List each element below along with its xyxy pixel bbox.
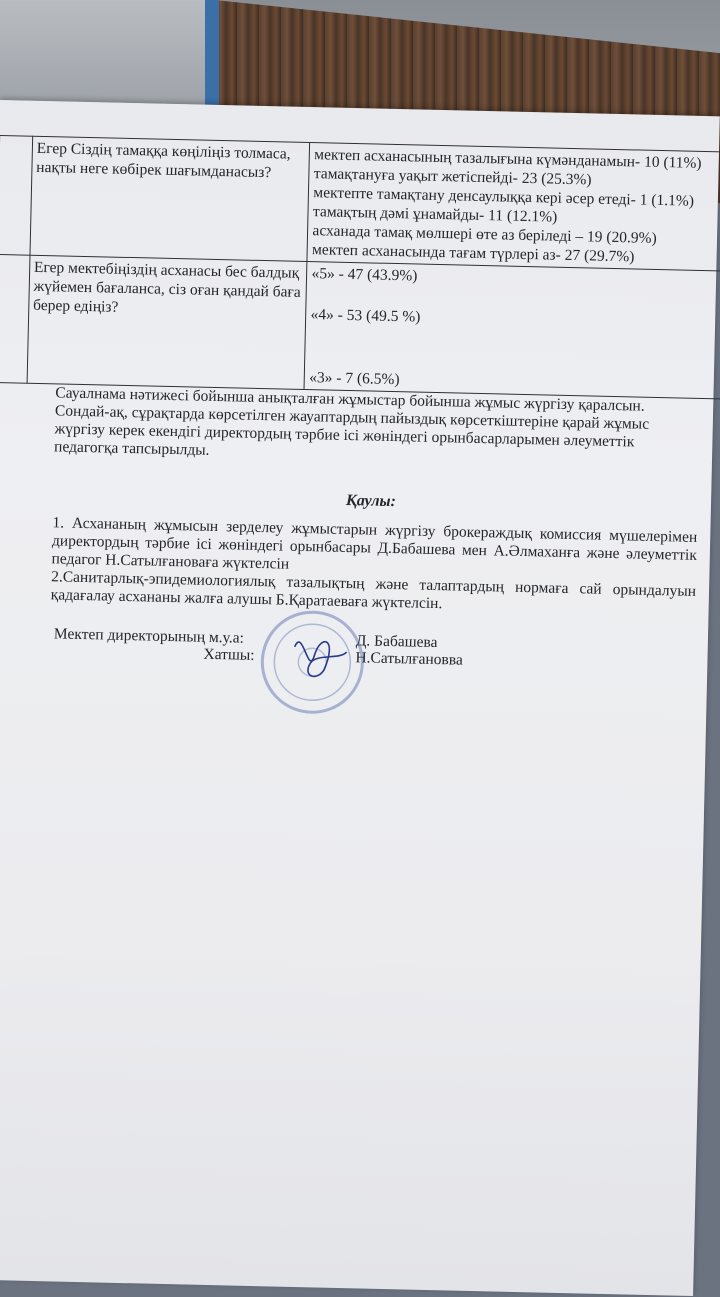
background-binder: [0, 0, 215, 115]
decision-heading: Қаулы:: [345, 491, 397, 511]
answer-line: мектепте тамақтану денсаулыққа кері әсер етеді- 1 (1.1%): [313, 184, 695, 210]
table-row: [0, 136, 720, 272]
decision-item: 1. Асхананың жұмысын зерделеу жұмыстарын жүргізу брокераждық комиссия мүшелерімен директордың тәрбие ісі жөніндегі орынбасары Д.Бабашева мен А.Әлмаханға және әлеуметтік педагог Н.Сатылғановаға жүктелсін: [51, 514, 698, 573]
question-cell: [30, 136, 310, 261]
table-cell-blank: [0, 136, 32, 256]
answer-line: «3» - 7 (6.5%): [309, 369, 400, 389]
answer-line: «4» - 53 (49.5 %): [310, 306, 421, 326]
answer-line: тамақтың дәмі ұнамайды- 11 (12.1%): [312, 203, 558, 226]
decision-list: [51, 514, 698, 619]
survey-table: [0, 135, 720, 400]
question-cell: [27, 255, 307, 389]
answer-line: тамақтануға уақыт жетіспейді- 23 (25.3%): [313, 165, 592, 189]
answers-cell: [304, 262, 720, 400]
secretary-title: Хатшы:: [203, 645, 255, 664]
table-cell-blank: [0, 254, 30, 383]
background-blue-folder: [205, 0, 219, 110]
answer-line: асханада тамақ мөлшері өте аз беріледі – 19 (20.9%): [312, 222, 657, 247]
decision-item: 2.Санитарлық-эпидемиологиялық тазалықтың және талаптардың нормаға сай орындалуын қадағалау асхананы жалға алушы Б.Қаратаеваға жүктелсін.: [50, 568, 697, 613]
director-name: Д. Бабашева: [355, 632, 438, 652]
question-text: Егер Сіздің тамаққа көңіліңіз толмаса, нақты неге көбірек шағымданасыз?: [36, 139, 291, 182]
question-text: Егер мектебіңіздің асханасы бес балдық жүйемен бағаланса, сіз оған қандай баға берер едіңіз?: [32, 258, 301, 316]
answer-line: мектеп асханасында тағам түрлері аз- 27 (29.7%): [311, 241, 635, 266]
secretary-name: Н.Сатылғановва: [355, 649, 464, 669]
result-paragraph: Сауалнама нәтижесі бойынша анықталған жұмыстар бойынша жұмыс жүргізу қаралсын. Сондай-ақ, сұрақтарда көрсетілген жауаптардың пайыздық көрсеткіштеріне қарай жұмыс жүргізу керек екендігі директордың тәрбие ісі жөніндегі орынбасарларымен әлеуметтік педагогқа тапсырылды.: [53, 384, 650, 459]
answers-cell: [307, 143, 720, 272]
answer-line: «5» - 47 (43.9%): [311, 265, 418, 285]
document-page: [0, 100, 720, 1296]
director-title: Мектеп директорының м.у.а:: [53, 625, 245, 647]
table-row: [0, 254, 720, 399]
answer-line: мектеп асханасының тазалығына күмәнданамын- 10 (11%): [314, 146, 702, 172]
